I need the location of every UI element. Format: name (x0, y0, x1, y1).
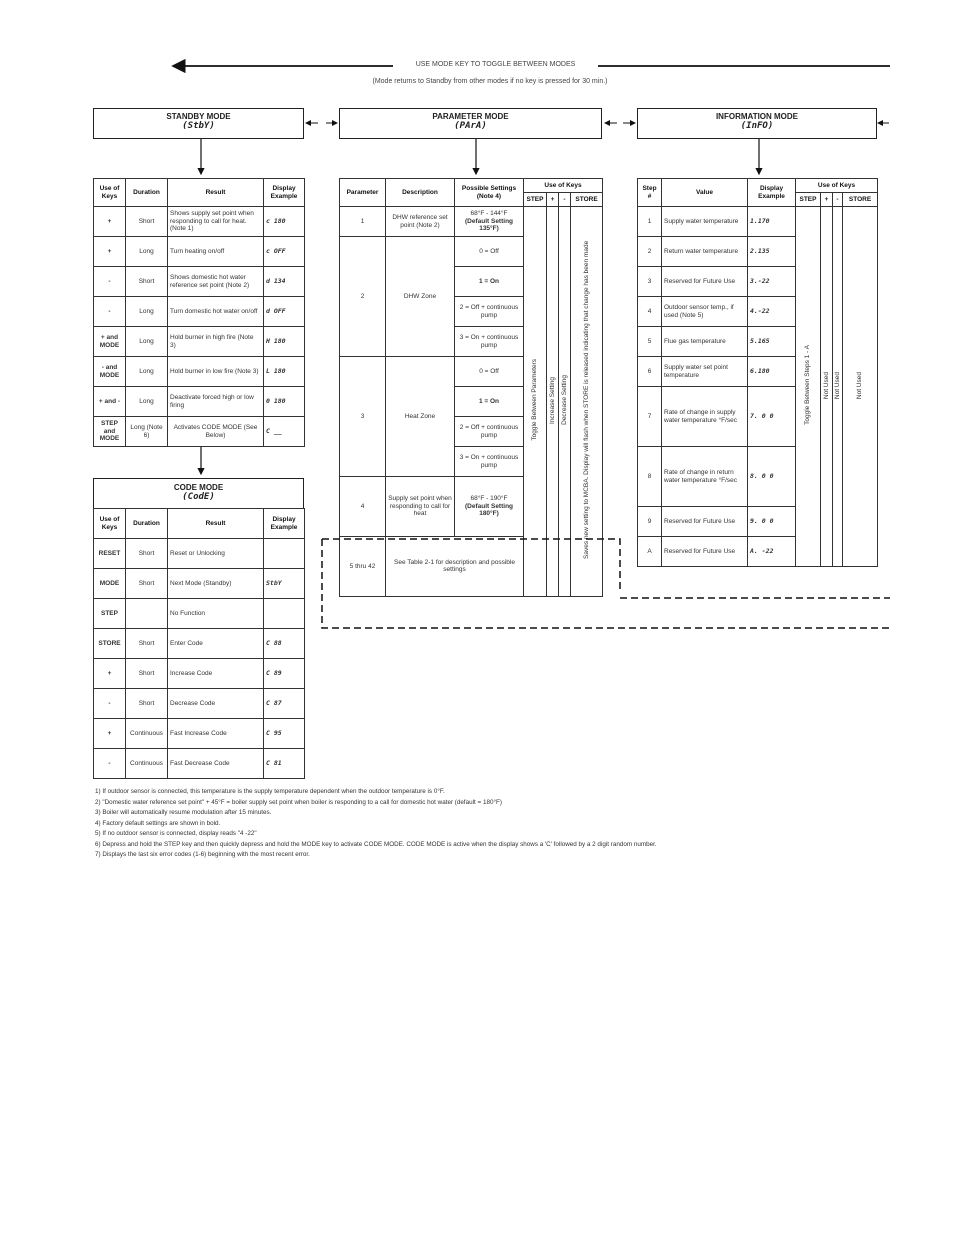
standby-col-result: Result (168, 179, 264, 207)
parameter-mode-code: (PArA) (454, 121, 487, 131)
key-cell: + (94, 719, 126, 749)
info-step: 9 (638, 507, 662, 537)
key-cell: RESET (94, 539, 126, 569)
display-cell: c 180 (264, 207, 305, 237)
result-cell: Reset or Unlocking (168, 539, 264, 569)
param-key-plus: + (547, 193, 559, 207)
duration-cell: Short (126, 659, 168, 689)
display-cell: d OFF (264, 297, 305, 327)
info-display: 8. 0 0 (748, 447, 796, 507)
info-display: 2.135 (748, 237, 796, 267)
info-step: 3 (638, 267, 662, 297)
param-num: 4 (340, 477, 386, 537)
info-step-text: Toggle Between Steps 1 - A (804, 345, 812, 426)
duration-cell: Short (126, 207, 168, 237)
info-value: Supply water temperature (662, 207, 748, 237)
result-cell: Shows supply set point when responding to call for heat. (Note 1) (168, 207, 264, 237)
info-display: 9. 0 0 (748, 507, 796, 537)
info-store-text: Not Used (856, 371, 864, 399)
param-setting: 2 = Off + continuous pump (455, 297, 524, 327)
param-setting: 3 = On + continuous pump (455, 327, 524, 357)
info-display: 4.-22 (748, 297, 796, 327)
info-step: 6 (638, 357, 662, 387)
key-cell: - and MODE (94, 357, 126, 387)
duration-cell: Continuous (126, 719, 168, 749)
param-col-parameter: Parameter (340, 179, 386, 207)
footnote: 7) Displays the last six error codes (1-6) beginning with the most recent error. (95, 851, 310, 858)
info-col-display: Display Example (748, 179, 796, 207)
duration-cell: Short (126, 539, 168, 569)
info-col-step: Step # (638, 179, 662, 207)
param-desc: Heat Zone (386, 357, 455, 477)
key-cell: - (94, 267, 126, 297)
duration-cell: Long (126, 357, 168, 387)
info-step: 7 (638, 387, 662, 447)
info-value: Flue gas temperature (662, 327, 748, 357)
duration-cell: Long (126, 387, 168, 417)
info-step: 2 (638, 237, 662, 267)
info-value: Reserved for Future Use (662, 507, 748, 537)
key-cell: + and - (94, 387, 126, 417)
display-cell: C __ (264, 417, 305, 447)
param-desc: See Table 2-1 for description and possible settings (386, 537, 524, 597)
result-cell: Enter Code (168, 629, 264, 659)
display-cell: d 134 (264, 267, 305, 297)
param-setting: 1 = On (455, 387, 524, 417)
code-col-result: Result (168, 509, 264, 539)
info-display: 7. 0 0 (748, 387, 796, 447)
setting-default: (Default Setting 135°F) (464, 217, 514, 233)
code-col-duration: Duration (126, 509, 168, 539)
toggle-instruction: USE MODE KEY TO TOGGLE BETWEEN MODES (415, 61, 576, 68)
standby-col-keys: Use of Keys (94, 179, 126, 207)
info-key-store: STORE (843, 193, 878, 207)
param-num: 3 (340, 357, 386, 477)
duration-cell: Long (126, 327, 168, 357)
param-col-description: Description (386, 179, 455, 207)
info-display: A. -22 (748, 537, 796, 567)
param-desc: DHW Zone (386, 237, 455, 357)
display-cell: C 88 (264, 629, 305, 659)
result-cell: No Function (168, 599, 264, 629)
key-cell: STORE (94, 629, 126, 659)
info-display: 5.165 (748, 327, 796, 357)
param-key-store: STORE (571, 193, 603, 207)
key-cell: - (94, 689, 126, 719)
info-value: Return water temperature (662, 237, 748, 267)
result-cell: Fast Decrease Code (168, 749, 264, 779)
param-store-text: Saves new setting to MCBA. Display will flash when STORE is released indicating that change has been made (582, 241, 590, 560)
info-display: 1.170 (748, 207, 796, 237)
display-cell: L 180 (264, 357, 305, 387)
table-row (94, 659, 305, 689)
result-cell: Decrease Code (168, 689, 264, 719)
table-row (94, 719, 305, 749)
info-minus-text: Not Used (833, 371, 841, 399)
footnote: 2) "Domestic water reference set point" + 45°F = boiler supply set point when boiler is responding to a call for domestic hot water (default = 180°F) (95, 798, 502, 806)
info-value: Rate of change in return water temperature °F/sec (662, 447, 748, 507)
table-row (94, 749, 305, 779)
info-step: 8 (638, 447, 662, 507)
result-cell: Increase Code (168, 659, 264, 689)
key-cell: - (94, 749, 126, 779)
duration-cell: Continuous (126, 749, 168, 779)
result-cell: Next Mode (Standby) (168, 569, 264, 599)
footnote: 6) Depress and hold the STEP key and then quickly depress and hold the MODE key to activate CODE MODE. CODE MODE is active when the display shows a 'C' followed by a 2 digit random number. (95, 840, 657, 848)
table-row (94, 689, 305, 719)
param-setting: 2 = Off + continuous pump (455, 417, 524, 447)
display-cell: C 87 (264, 689, 305, 719)
footnote: 3) Boiler will automatically resume modulation after 15 minutes. (95, 809, 272, 816)
param-col-settings: Possible Settings (Note 4) (455, 179, 524, 207)
info-value: Reserved for Future Use (662, 537, 748, 567)
key-cell: - (94, 297, 126, 327)
display-cell: 0 180 (264, 387, 305, 417)
param-setting: 1 = On (455, 267, 524, 297)
key-cell: STEP (94, 599, 126, 629)
param-desc: DHW reference set point (Note 2) (386, 207, 455, 237)
code-col-display: Display Example (264, 509, 305, 539)
param-col-keys: Use of Keys (524, 179, 603, 193)
param-plus-text: Increase Setting (548, 376, 556, 424)
info-value: Outdoor sensor temp., if used (Note 5) (662, 297, 748, 327)
result-cell: Turn domestic hot water on/off (168, 297, 264, 327)
display-cell: H 180 (264, 327, 305, 357)
info-plus-text: Not Used (822, 371, 830, 399)
result-cell: Hold burner in high fire (Note 3) (168, 327, 264, 357)
key-cell: + (94, 659, 126, 689)
information-mode-code: (InFO) (740, 121, 774, 131)
standby-col-display: Display Example (264, 179, 305, 207)
param-minus-text: Decrease Setting (560, 375, 568, 426)
duration-cell: Long (126, 297, 168, 327)
duration-cell: Long (Note 6) (126, 417, 168, 447)
param-num: 5 thru 42 (340, 537, 386, 597)
duration-cell: Long (126, 237, 168, 267)
result-cell: Turn heating on/off (168, 237, 264, 267)
result-cell: Fast Increase Code (168, 719, 264, 749)
duration-cell: Short (126, 629, 168, 659)
code-col-keys: Use of Keys (94, 509, 126, 539)
key-cell: MODE (94, 569, 126, 599)
display-cell: c OFF (264, 237, 305, 267)
param-num: 2 (340, 237, 386, 357)
setting-default: (Default Setting 180°F) (464, 502, 514, 518)
display-cell: C 95 (264, 719, 305, 749)
footnote: 1) If outdoor sensor is connected, this temperature is the supply temperature dependent when the outdoor temperature is 0°F. (95, 788, 445, 795)
key-cell: STEP and MODE (94, 417, 126, 447)
standby-col-duration: Duration (126, 179, 168, 207)
standby-mode-title: STANDBY MODE (166, 112, 231, 121)
info-step: 5 (638, 327, 662, 357)
display-cell: StbY (264, 569, 305, 599)
key-cell: + and MODE (94, 327, 126, 357)
info-step: 4 (638, 297, 662, 327)
result-cell: Shows domestic hot water reference set point (Note 2) (168, 267, 264, 297)
param-setting: 0 = Off (455, 237, 524, 267)
duration-cell: Short (126, 689, 168, 719)
info-step: A (638, 537, 662, 567)
footnote: 4) Factory default settings are shown in bold. (95, 819, 221, 827)
info-key-plus: + (821, 193, 833, 207)
param-step-text: Toggle Between Parameters (531, 359, 539, 442)
param-key-minus: - (559, 193, 571, 207)
key-cell: + (94, 207, 126, 237)
duration-cell: Short (126, 267, 168, 297)
param-key-step: STEP (524, 193, 547, 207)
info-display: 3.-22 (748, 267, 796, 297)
information-mode-title: INFORMATION MODE (715, 112, 799, 121)
footnotes (95, 787, 657, 861)
param-setting: 0 = Off (455, 357, 524, 387)
key-cell: + (94, 237, 126, 267)
duration-cell: Short (126, 569, 168, 599)
result-cell: Hold burner in low fire (Note 3) (168, 357, 264, 387)
parameter-mode-title: PARAMETER MODE (432, 112, 509, 121)
result-cell: Activates CODE MODE (See Below) (168, 417, 264, 447)
info-key-minus: - (833, 193, 843, 207)
info-step: 1 (638, 207, 662, 237)
param-desc: Supply set point when responding to call for heat (386, 477, 455, 537)
info-value: Reserved for Future Use (662, 267, 748, 297)
footnote: 5) If no outdoor sensor is connected, display reads "4 -22" (95, 830, 257, 837)
param-setting: 3 = On + continuous pump (455, 447, 524, 477)
setting-range: 68°F - 144°F (470, 210, 508, 218)
info-col-keys: Use of Keys (796, 179, 878, 193)
info-value: Supply water set point temperature (662, 357, 748, 387)
info-value: Rate of change in supply water temperature °F/sec (662, 387, 748, 447)
code-mode-code: (CodE) (182, 492, 215, 502)
param-num: 1 (340, 207, 386, 237)
info-key-step: STEP (796, 193, 821, 207)
result-cell: Deactivate forced high or low firing (168, 387, 264, 417)
info-col-value: Value (662, 179, 748, 207)
info-display: 6.180 (748, 357, 796, 387)
code-mode-title: CODE MODE (173, 483, 224, 492)
standby-mode-code: (StbY) (182, 121, 215, 131)
display-cell: C 89 (264, 659, 305, 689)
return-instruction: (Mode returns to Standby from other modes if no key is pressed for 30 min.) (372, 78, 608, 85)
display-cell: C 81 (264, 749, 305, 779)
setting-range: 68°F - 190°F (470, 495, 508, 503)
